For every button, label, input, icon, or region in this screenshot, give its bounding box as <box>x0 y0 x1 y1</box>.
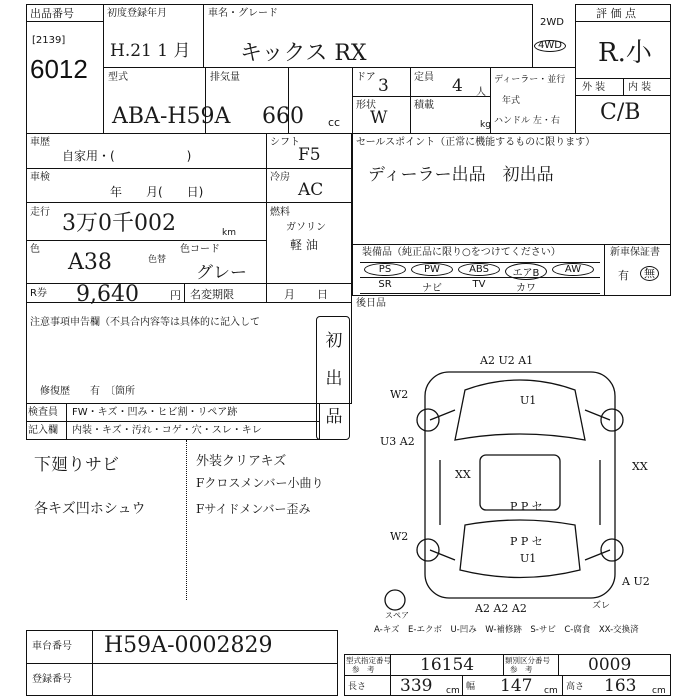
fuel-value1: ガソリン <box>286 222 326 233</box>
load-label: 積載 <box>414 100 434 111</box>
sales-text: ディーラー出品 初出品 <box>368 165 554 185</box>
mark-hood: U1 <box>520 394 537 407</box>
sales-title: セールスポイント（正常に機能するものに限ります） <box>356 137 596 148</box>
mark-left-front: W2 <box>390 388 409 401</box>
grade-label: 評 価 点 <box>596 7 636 20</box>
interior-label: 内 装 <box>628 82 652 93</box>
check-label2: 記入欄 <box>28 425 58 436</box>
caution-label: 注意事項申告欄（不具合内容等は具体的に記入して <box>30 317 260 328</box>
color-value: A38 <box>68 250 112 275</box>
warranty-yes: 有 <box>618 269 629 282</box>
class-value: 0009 <box>588 655 632 675</box>
lot-code: [2139] <box>32 35 66 46</box>
model-label: 型式 <box>108 72 128 83</box>
width-label: 幅 <box>466 682 476 692</box>
recycle-value: 9,640 <box>76 282 139 307</box>
shift-value: F5 <box>298 145 321 165</box>
load-unit: kg <box>480 120 491 130</box>
car-name: キックス RX <box>240 41 367 66</box>
warranty-no: 無 <box>640 266 659 281</box>
handwritten-left1: 下廻りサビ <box>34 455 119 475</box>
handwritten-right1: 外装クリアキズ <box>196 454 287 469</box>
diagram-legend: A-キズ E-エクボ U-凹み W-補修跡 S-サビ C-腐食 XX-交換済 <box>374 625 639 635</box>
length-unit: cm <box>446 686 460 696</box>
equipment-item: AW <box>552 263 594 276</box>
equipment-item: PW <box>411 263 453 276</box>
class-label: 類別区分番号 <box>505 656 550 665</box>
type-cert-label: 型式指定番号 <box>346 656 391 665</box>
year-label: 年式 <box>502 96 521 106</box>
mark-spare: スペア <box>385 611 409 620</box>
equipment-item: エアB <box>505 263 547 280</box>
recycle-unit: 円 <box>170 289 181 302</box>
mark-rear-glass: P P セ <box>510 535 543 548</box>
mark-left-door: U3 A2 <box>380 435 415 448</box>
shift-label: シフト <box>270 137 300 148</box>
sales-box <box>352 133 671 245</box>
displacement-unit: cc <box>328 116 341 129</box>
height-label: 高さ <box>566 682 585 692</box>
equipment-title: 装備品（純正品に限り○をつけてください） <box>362 247 561 258</box>
capacity-unit: 人 <box>476 87 486 98</box>
width-unit: cm <box>544 686 558 696</box>
color-label: 色 <box>30 244 40 255</box>
equipment-item: ABS <box>458 263 500 276</box>
length-value: 339 <box>400 676 433 696</box>
history-label: 車歴 <box>30 137 50 148</box>
length-label: 長さ <box>348 682 367 692</box>
mark-trunk: U1 <box>520 552 537 565</box>
mark-cabin-roof: P P セ <box>510 500 543 513</box>
reg-label: 登録番号 <box>32 674 72 685</box>
fuel-label: 燃料 <box>270 207 290 218</box>
equipment-item: SR <box>378 279 392 290</box>
height-unit: cm <box>652 686 666 696</box>
mark-right-rear: A U2 <box>622 575 650 588</box>
history-value: 自家用・( ) <box>62 149 192 163</box>
exterior-label: 外 装 <box>582 82 606 93</box>
mark-cabin-left: XX <box>455 468 471 481</box>
first-reg-value: H.21 1 月 <box>110 41 191 61</box>
lot-label: 出品番号 <box>30 7 74 20</box>
chassis-label: 車台番号 <box>32 641 72 652</box>
drive-4wd: 4WD <box>534 40 566 52</box>
car-damage-diagram <box>370 350 670 620</box>
mark-top: A2 U2 A1 <box>480 354 534 367</box>
check-row1: FW・キズ・凹み・ヒビ割・リペア跡 <box>72 407 238 418</box>
dealer-label: ディーラー・並行 <box>494 75 566 85</box>
fuel-value2: 軽 油 <box>290 238 318 252</box>
color-change-label: 色替 <box>148 255 167 265</box>
inspection-label: 車検 <box>30 172 50 183</box>
equipment-item: PS <box>364 263 406 276</box>
mileage-label: 走行 <box>30 207 50 218</box>
chassis-value: H59A-0002829 <box>104 633 273 658</box>
capacity-value: 4 <box>452 76 463 96</box>
equipment-item: カワ <box>516 283 536 294</box>
type-cert-value: 16154 <box>420 655 475 675</box>
doors-value: 3 <box>378 76 389 96</box>
capacity-label: 定員 <box>414 72 434 83</box>
body-label: 形状 <box>356 100 376 111</box>
width-value: 147 <box>500 676 533 696</box>
mileage-value: 3万0千002 <box>62 211 176 236</box>
body-value: W <box>370 108 388 128</box>
mileage-unit: km <box>222 228 236 238</box>
displacement-label: 排気量 <box>210 72 240 83</box>
inspection-value: 年 月( 日) <box>110 185 204 199</box>
drive-2wd: 2WD <box>540 17 564 28</box>
warranty-label: 新車保証書 <box>610 247 660 258</box>
handwritten-left2: 各キズ凹ホシュウ <box>34 501 146 517</box>
ext-int-value: C/B <box>600 100 641 125</box>
type-cert-sub: 参 考 <box>352 665 375 674</box>
name-change-value: 月 日 <box>284 288 328 301</box>
displacement-value: 660 <box>262 104 304 129</box>
height-value: 163 <box>604 676 637 696</box>
mark-left-rear: W2 <box>390 530 409 543</box>
check-label1: 検査員 <box>28 407 58 418</box>
color-code-label: 色コード <box>180 244 220 255</box>
recycle-label: R券 <box>30 288 47 299</box>
mark-right-door: XX <box>632 460 648 473</box>
first-listing-text: 初 出 品 <box>325 331 343 427</box>
check-row2: 内装・キズ・汚れ・コゲ・穴・スレ・キレ <box>72 425 262 436</box>
model-value: ABA-H59A <box>112 104 231 129</box>
equipment-item: ナビ <box>422 283 442 294</box>
color-code-value: グレー <box>196 263 247 283</box>
mark-bottom: A2 A2 A2 <box>475 602 527 615</box>
car-label: 車名・グレード <box>208 8 278 19</box>
handle-label: ハンドル 左・右 <box>494 116 560 126</box>
cooling-value: AC <box>298 180 324 200</box>
grade-value: R.小 <box>598 38 652 68</box>
repair-label: 修復歴 有 〔箇所 <box>40 386 135 397</box>
equipment-item: TV <box>472 279 486 290</box>
doors-label: ドア <box>356 72 376 83</box>
handwritten-right3: Fサイドメンバー歪み <box>196 502 311 516</box>
handwritten-right2: Fクロスメンバー小曲り <box>196 476 324 490</box>
name-change-label: 名変期限 <box>190 288 234 301</box>
lot-number: 6012 <box>30 54 88 84</box>
mark-zure: ズレ <box>592 601 611 611</box>
cooling-label: 冷房 <box>270 172 290 183</box>
class-sub: 参 考 <box>510 665 533 674</box>
first-reg-label: 初度登録年月 <box>107 8 167 19</box>
inspector-label: 後日品 <box>356 298 386 309</box>
